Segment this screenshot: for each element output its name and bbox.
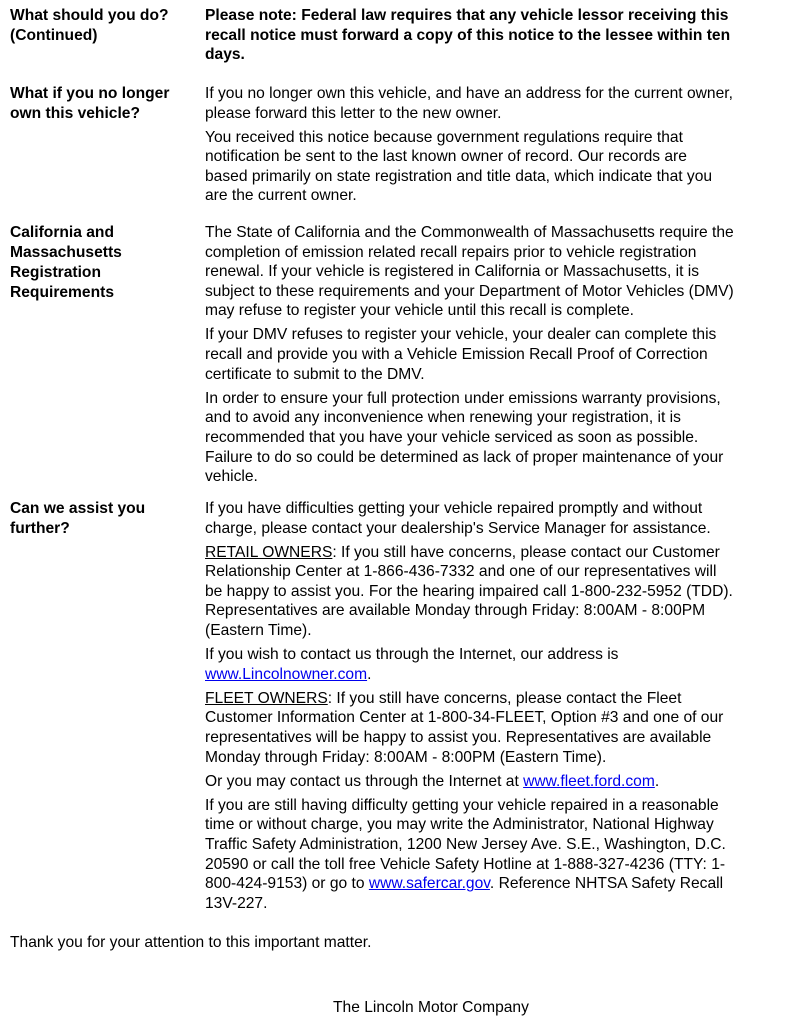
text-line: and to avoid any inconvenience when renewing your registration, it is bbox=[205, 409, 681, 427]
text-line: Please note: Federal law requires that any vehicle lessor receiving this bbox=[205, 7, 729, 24]
text-line-tail: : If you still have concerns, please contact our Customer bbox=[332, 543, 720, 561]
paragraph-internet-contact bbox=[205, 645, 785, 684]
paragraph-retail-owners bbox=[205, 543, 785, 641]
fleet-owners-heading: FLEET OWNERS bbox=[205, 689, 328, 707]
text-line: 20590 or call the toll free Vehicle Safety Hotline at 1-888-327-4236 (TTY: 1- bbox=[205, 855, 726, 873]
label-line: (Continued) bbox=[10, 27, 98, 44]
paragraph-warranty-protection bbox=[205, 389, 785, 487]
section-label bbox=[10, 6, 195, 46]
text-line: (Eastern Time). bbox=[205, 622, 312, 640]
label-line: own this vehicle? bbox=[10, 105, 140, 122]
paragraph-dealer-assist bbox=[205, 499, 785, 538]
text-line: subject to these requirements and your Department of Motor Vehicles (DMV) bbox=[205, 282, 734, 300]
paragraph-fleet-internet bbox=[205, 772, 785, 792]
section-body bbox=[205, 223, 785, 491]
label-line: What should you do? bbox=[10, 7, 169, 24]
text-line: If you have difficulties getting your vehicle repaired promptly and without bbox=[205, 500, 703, 517]
text-line: recommended that you have your vehicle serviced as soon as possible. bbox=[205, 428, 699, 446]
text-line: Or you may contact us through the Internet at www.fleet.ford.com. bbox=[205, 772, 660, 790]
text-line: If you wish to contact us through the Internet, our address is bbox=[205, 646, 619, 664]
closing-text: Thank you for your attention to this important matter. bbox=[10, 934, 372, 951]
text-line: recall notice must forward a copy of this notice to the lessee within ten bbox=[205, 26, 731, 44]
text-line: representatives will be happy to assist you. Representatives are available bbox=[205, 729, 712, 747]
label-line: Massachusetts bbox=[10, 244, 122, 261]
safercar-gov-link[interactable]: www.safercar.gov bbox=[368, 875, 490, 893]
text-line bbox=[205, 544, 720, 561]
text-line: If your DMV refuses to register your vehicle, your dealer can complete this bbox=[205, 326, 717, 344]
text-line: be happy to assist you. For the hearing impaired call 1-800-232-5952 (TDD). bbox=[205, 582, 733, 600]
text-line: completion of emission related recall repairs prior to vehicle registration bbox=[205, 243, 697, 261]
signature: The Lincoln Motor Company bbox=[333, 999, 529, 1016]
text-line: www.Lincolnowner.com. bbox=[205, 665, 372, 683]
paragraph-state-requirement bbox=[205, 223, 785, 321]
section-label bbox=[10, 223, 195, 303]
label-line: Registration bbox=[10, 264, 101, 281]
text-line: recall and provide you with a Vehicle Emission Recall Proof of Correction bbox=[205, 346, 708, 364]
paragraph-fleet-owners bbox=[205, 689, 785, 767]
text-line: The State of California and the Commonwealth of Massachusetts require the bbox=[205, 224, 734, 241]
paragraph-nhtsa bbox=[205, 796, 785, 914]
text-line-tail: : If you still have concerns, please contact the Fleet bbox=[327, 689, 682, 707]
section-body bbox=[205, 84, 785, 211]
text-line: charge, please contact your dealership's Service Manager for assistance. bbox=[205, 519, 711, 537]
section-label bbox=[10, 499, 195, 539]
text-line: certificate to submit to the DMV. bbox=[205, 365, 425, 383]
fleet-ford-com-link[interactable]: www.fleet.ford.com bbox=[523, 772, 655, 790]
text-line: You received this notice because government regulations require that bbox=[205, 128, 683, 146]
text-line: Failure to do so could be determined as lack of proper maintenance of your bbox=[205, 448, 724, 466]
label-line: California and bbox=[10, 224, 114, 241]
text-line bbox=[205, 690, 681, 707]
label-line: further? bbox=[10, 520, 70, 537]
paragraph-lessor-note bbox=[205, 6, 785, 65]
text-line: are the current owner. bbox=[205, 187, 357, 205]
text-line: Customer Information Center at 1-800-34-FLEET, Option #3 and one of our bbox=[205, 709, 724, 727]
section-label bbox=[10, 84, 195, 124]
text-line: please forward this letter to the new owner. bbox=[205, 104, 502, 122]
text-line: Relationship Center at 1-866-436-7332 and one of our representatives will bbox=[205, 563, 717, 581]
retail-owners-heading: RETAIL OWNERS bbox=[205, 543, 333, 561]
label-line: What if you no longer bbox=[10, 85, 170, 102]
text-line: In order to ensure your full protection under emissions warranty provisions, bbox=[205, 389, 721, 407]
text-line: notification be sent to the last known owner of record. Our records are bbox=[205, 148, 687, 166]
text-line: Monday through Friday: 8:00AM - 8:00PM (Eastern Time). bbox=[205, 748, 607, 766]
label-line: Requirements bbox=[10, 284, 114, 301]
text-line: Traffic Safety Administration, 1200 New Jersey Ave. S.E., Washington, D.C. bbox=[205, 836, 726, 853]
text-line: vehicle. bbox=[205, 468, 258, 486]
paragraph-forward-letter bbox=[205, 84, 785, 123]
section-body bbox=[205, 499, 785, 918]
text-line: based primarily on state registration and title data, which indicate that you bbox=[205, 167, 713, 185]
paragraph-dmv-refuses bbox=[205, 325, 785, 384]
text-line: days. bbox=[205, 46, 245, 64]
label-line: Can we assist you bbox=[10, 500, 146, 517]
text-line: If you are still having difficulty getting your vehicle repaired in a reasonable bbox=[205, 796, 719, 814]
text-line: 13V-227. bbox=[205, 894, 268, 912]
text-line: If you no longer own this vehicle, and have an address for the current owner, bbox=[205, 85, 733, 102]
section-body bbox=[205, 6, 785, 69]
text-line: 800-424-9153) or go to www.safercar.gov. Reference NHTSA Safety Recall bbox=[205, 875, 724, 893]
text-line: time or without charge, you may write the Administrator, National Highway bbox=[205, 816, 714, 834]
text-line: Representatives are available Monday through Friday: 8:00AM - 8:00PM bbox=[205, 602, 706, 620]
lincolnowner-link[interactable]: www.Lincolnowner.com bbox=[205, 665, 368, 683]
text-line: may refuse to register your vehicle until this recall is complete. bbox=[205, 302, 635, 320]
paragraph-why-notice bbox=[205, 128, 785, 206]
text-line: renewal. If your vehicle is registered in California or Massachusetts, it is bbox=[205, 263, 700, 281]
